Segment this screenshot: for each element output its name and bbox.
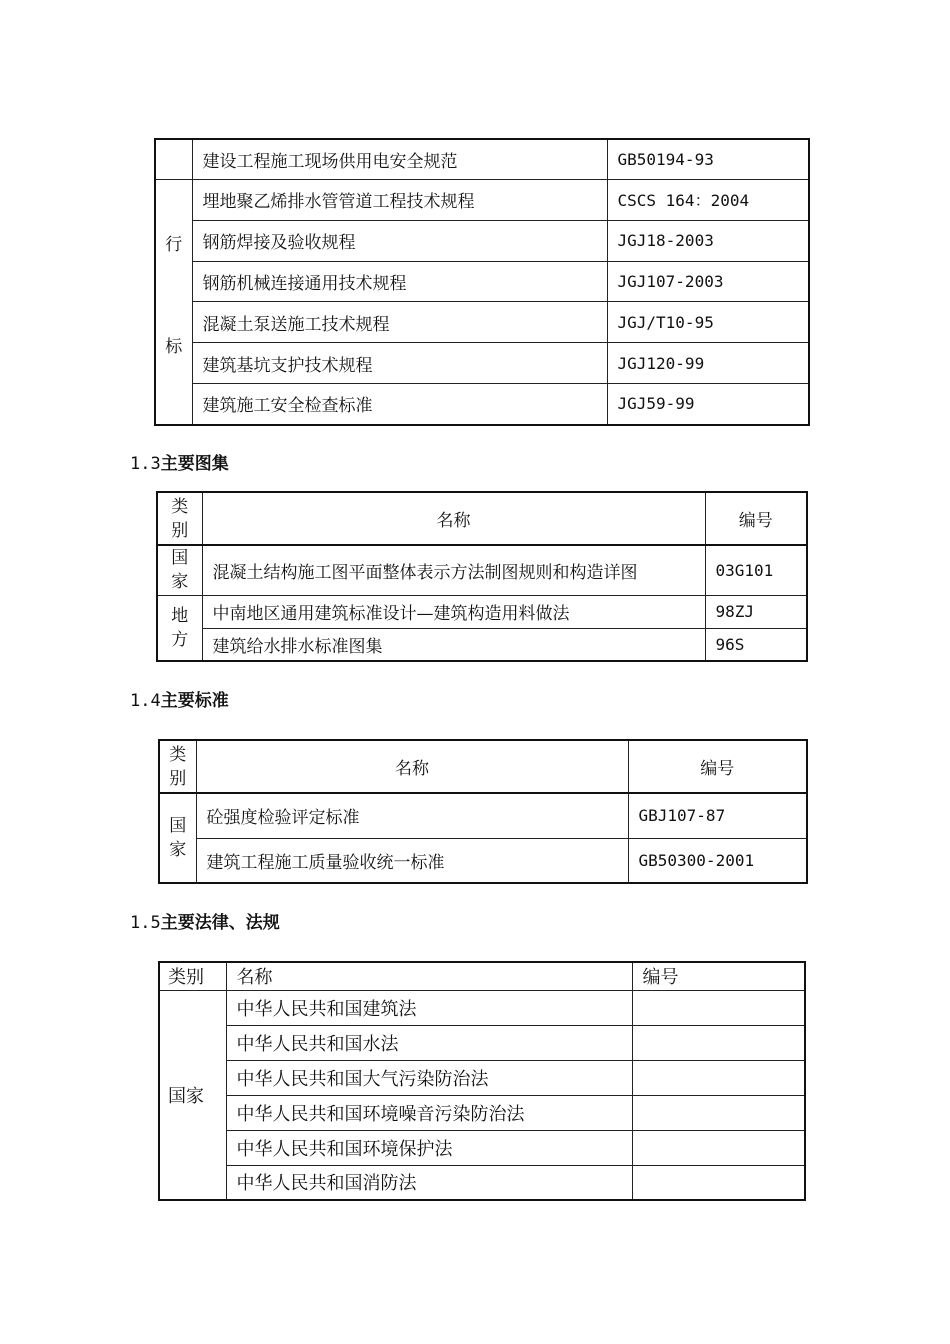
standard-code: GB50194-93 [607, 139, 809, 179]
atlas-name: 建筑给水排水标准图集 [202, 628, 705, 661]
law-code [632, 990, 805, 1025]
header-code: 编号 [705, 492, 807, 545]
header-code: 编号 [632, 962, 805, 990]
atlas-code: 03G101 [705, 545, 807, 595]
section-heading-atlas [130, 449, 229, 474]
section-heading-laws [130, 908, 280, 933]
category-cell-national: 国家 [159, 990, 226, 1200]
standard-name: 钢筋机械连接通用技术规程 [192, 262, 607, 302]
standard-code: JGJ59-99 [607, 383, 809, 424]
law-name: 中华人民共和国环境保护法 [226, 1130, 632, 1165]
category-char: 方 [171, 629, 189, 650]
section-title: 主要法律、法规 [160, 913, 280, 933]
table-row [157, 628, 807, 661]
law-code [632, 1165, 805, 1200]
header-name: 名称 [226, 962, 632, 990]
table-row [155, 220, 809, 261]
standard-name: 混凝土泵送施工技术规程 [192, 302, 607, 343]
law-name: 中华人民共和国水法 [226, 1025, 632, 1060]
section-title: 主要图集 [160, 454, 229, 474]
table-row [155, 302, 809, 343]
standard-code: CSCS 164：2004 [607, 179, 809, 220]
table-row [159, 990, 805, 1025]
table-row [157, 545, 807, 595]
header-cat-char: 别 [171, 520, 189, 541]
category-char: 国 [171, 548, 189, 569]
table-row [155, 343, 809, 383]
table-row [155, 179, 809, 220]
standard-code: JGJ18-2003 [607, 220, 809, 261]
category-char: 地 [171, 605, 189, 626]
header-code: 编号 [628, 740, 807, 793]
standard-name: 埋地聚乙烯排水管管道工程技术规程 [192, 179, 607, 220]
table-row [159, 793, 807, 838]
category-cell-industry [155, 179, 192, 425]
table-row [159, 1095, 805, 1130]
standard-name: 建设工程施工现场供用电安全规范 [192, 139, 607, 179]
header-cat-char: 类 [169, 744, 187, 765]
standard-name: 建筑基坑支护技术规程 [192, 343, 607, 383]
standard-name: 建筑工程施工质量验收统一标准 [196, 838, 628, 883]
header-name: 名称 [202, 492, 705, 545]
table-row [159, 1130, 805, 1165]
standard-code: JGJ107-2003 [607, 262, 809, 302]
section-heading-standards [130, 686, 229, 711]
category-char: 家 [169, 840, 187, 860]
table-row [159, 1025, 805, 1060]
section-title: 主要标准 [160, 691, 229, 711]
atlas-table [156, 491, 808, 662]
law-name: 中华人民共和国大气污染防治法 [226, 1060, 632, 1095]
category-char: 标 [165, 336, 183, 357]
category-char: 国 [169, 816, 187, 836]
standard-name: 砼强度检验评定标准 [196, 793, 628, 838]
category-cell-local [157, 595, 202, 661]
law-name: 中华人民共和国消防法 [226, 1165, 632, 1200]
law-name: 中华人民共和国建筑法 [226, 990, 632, 1025]
table-row [155, 383, 809, 424]
category-cell-national [157, 545, 202, 595]
table-row [159, 1165, 805, 1200]
atlas-code: 98ZJ [705, 595, 807, 628]
law-code [632, 1025, 805, 1060]
header-cat-char: 别 [169, 768, 187, 789]
header-category [159, 740, 196, 793]
standard-code: GBJ107-87 [628, 793, 807, 838]
law-code [632, 1095, 805, 1130]
atlas-name: 中南地区通用建筑标准设计—建筑构造用料做法 [202, 595, 705, 628]
law-code [632, 1060, 805, 1095]
section-number: 1.3 [130, 454, 161, 474]
table-row [155, 139, 809, 179]
header-cat-char: 类 [171, 496, 189, 517]
standards-table [158, 739, 808, 884]
section-number: 1.5 [130, 913, 161, 933]
category-cell-empty [155, 139, 192, 179]
table-header-row [157, 492, 807, 545]
table-row [157, 595, 807, 628]
standard-code: JGJ120-99 [607, 343, 809, 383]
industry-standards-table [154, 138, 810, 426]
table-header-row [159, 962, 805, 990]
law-name: 中华人民共和国环境噪音污染防治法 [226, 1095, 632, 1130]
standard-name: 钢筋焊接及验收规程 [192, 220, 607, 261]
table-row [159, 1060, 805, 1095]
atlas-name: 混凝土结构施工图平面整体表示方法制图规则和构造详图 [202, 545, 705, 595]
header-name: 名称 [196, 740, 628, 793]
standard-code: JGJ/T10-95 [607, 302, 809, 343]
category-cell-national [159, 793, 196, 883]
header-category: 类别 [159, 962, 226, 990]
laws-table [158, 961, 806, 1201]
table-row [159, 838, 807, 883]
header-category [157, 492, 202, 545]
atlas-code: 96S [705, 628, 807, 661]
standard-code: GB50300-2001 [628, 838, 807, 883]
section-number: 1.4 [130, 691, 161, 711]
category-char: 家 [171, 572, 189, 593]
standard-name: 建筑施工安全检查标准 [192, 383, 607, 424]
law-code [632, 1130, 805, 1165]
table-header-row [159, 740, 807, 793]
category-char: 行 [165, 234, 183, 255]
table-row [155, 262, 809, 302]
